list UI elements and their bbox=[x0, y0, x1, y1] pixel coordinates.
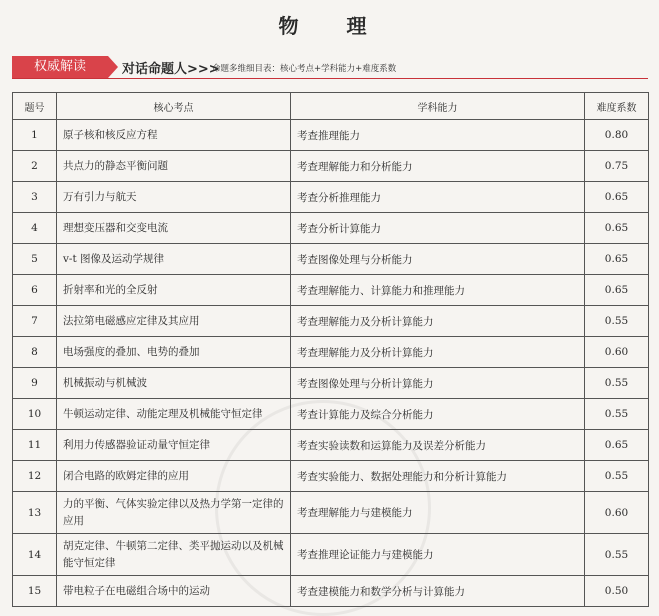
page-title: 物 理 bbox=[278, 14, 381, 38]
cell-topic: 原子核和核反应方程 bbox=[57, 120, 291, 151]
cell-num: 2 bbox=[13, 151, 57, 182]
cell-difficulty: 0.65 bbox=[585, 275, 649, 306]
cell-ability: 考查理解能力和分析能力 bbox=[291, 151, 585, 182]
cell-topic: 牛顿运动定律、动能定理及机械能守恒定律 bbox=[57, 399, 291, 430]
cell-ability: 考查实验读数和运算能力及误差分析能力 bbox=[291, 430, 585, 461]
table-row bbox=[13, 120, 649, 151]
table-row bbox=[13, 430, 649, 461]
table-row bbox=[13, 213, 649, 244]
cell-difficulty: 0.55 bbox=[585, 534, 649, 576]
cell-difficulty: 0.55 bbox=[585, 368, 649, 399]
cell-topic: 折射率和光的全反射 bbox=[57, 275, 291, 306]
cell-num: 3 bbox=[13, 182, 57, 213]
cell-ability: 考查图像处理与分析计算能力 bbox=[291, 368, 585, 399]
cell-topic: v-t 图像及运动学规律 bbox=[57, 244, 291, 275]
cell-difficulty: 0.55 bbox=[585, 461, 649, 492]
cell-num: 9 bbox=[13, 368, 57, 399]
cell-num: 6 bbox=[13, 275, 57, 306]
cell-topic: 万有引力与航天 bbox=[57, 182, 291, 213]
table-row bbox=[13, 368, 649, 399]
header-ability: 学科能力 bbox=[291, 93, 585, 120]
cell-topic: 电场强度的叠加、电势的叠加 bbox=[57, 337, 291, 368]
cell-num: 5 bbox=[13, 244, 57, 275]
section-banner bbox=[12, 56, 648, 79]
cell-difficulty: 0.60 bbox=[585, 337, 649, 368]
cell-topic: 带电粒子在电磁组合场中的运动 bbox=[57, 576, 291, 607]
cell-ability: 考查实验能力、数据处理能力和分析计算能力 bbox=[291, 461, 585, 492]
cell-difficulty: 0.50 bbox=[585, 576, 649, 607]
header-num: 题号 bbox=[13, 93, 57, 120]
cell-difficulty: 0.65 bbox=[585, 182, 649, 213]
cell-num: 14 bbox=[13, 534, 57, 576]
authority-badge: 权威解读 bbox=[12, 56, 108, 78]
cell-difficulty: 0.55 bbox=[585, 306, 649, 337]
cell-ability: 考查理解能力及分析计算能力 bbox=[291, 306, 585, 337]
cell-ability: 考查推理论证能力与建模能力 bbox=[291, 534, 585, 576]
table-row bbox=[13, 244, 649, 275]
cell-difficulty: 0.60 bbox=[585, 492, 649, 534]
table-row bbox=[13, 337, 649, 368]
cell-difficulty: 0.65 bbox=[585, 244, 649, 275]
spec-table bbox=[12, 92, 649, 607]
cell-difficulty: 0.75 bbox=[585, 151, 649, 182]
header-topic: 核心考点 bbox=[57, 93, 291, 120]
cell-topic: 利用力传感器验证动量守恒定律 bbox=[57, 430, 291, 461]
banner-subtitle: 命题多维细目表：核心考点+学科能力+难度系数 bbox=[212, 64, 397, 74]
cell-ability: 考查理解能力及分析计算能力 bbox=[291, 337, 585, 368]
cell-topic: 共点力的静态平衡问题 bbox=[57, 151, 291, 182]
cell-num: 4 bbox=[13, 213, 57, 244]
cell-topic: 闭合电路的欧姆定律的应用 bbox=[57, 461, 291, 492]
table-row bbox=[13, 275, 649, 306]
cell-ability: 考查理解能力、计算能力和推理能力 bbox=[291, 275, 585, 306]
header-difficulty: 难度系数 bbox=[585, 93, 649, 120]
table-row bbox=[13, 182, 649, 213]
cell-topic: 理想变压器和交变电流 bbox=[57, 213, 291, 244]
table-header-row bbox=[13, 93, 649, 120]
cell-topic: 力的平衡、气体实验定律以及热力学第一定律的应用 bbox=[57, 492, 291, 534]
cell-difficulty: 0.80 bbox=[585, 120, 649, 151]
cell-topic: 法拉第电磁感应定律及其应用 bbox=[57, 306, 291, 337]
cell-num: 12 bbox=[13, 461, 57, 492]
cell-ability: 考查推理能力 bbox=[291, 120, 585, 151]
cell-difficulty: 0.65 bbox=[585, 430, 649, 461]
table-row bbox=[13, 399, 649, 430]
table-row bbox=[13, 576, 649, 607]
banner-heading: 对话命题人>>> bbox=[122, 62, 220, 77]
table-row bbox=[13, 492, 649, 534]
cell-ability: 考查分析计算能力 bbox=[291, 213, 585, 244]
cell-ability: 考查图像处理与分析能力 bbox=[291, 244, 585, 275]
cell-num: 8 bbox=[13, 337, 57, 368]
table-row bbox=[13, 534, 649, 576]
cell-num: 11 bbox=[13, 430, 57, 461]
cell-ability: 考查建模能力和数学分析与计算能力 bbox=[291, 576, 585, 607]
cell-num: 1 bbox=[13, 120, 57, 151]
cell-ability: 考查计算能力及综合分析能力 bbox=[291, 399, 585, 430]
table-row bbox=[13, 306, 649, 337]
cell-ability: 考查理解能力与建模能力 bbox=[291, 492, 585, 534]
cell-num: 7 bbox=[13, 306, 57, 337]
cell-difficulty: 0.65 bbox=[585, 213, 649, 244]
table-row bbox=[13, 461, 649, 492]
cell-ability: 考查分析推理能力 bbox=[291, 182, 585, 213]
cell-difficulty: 0.55 bbox=[585, 399, 649, 430]
cell-num: 10 bbox=[13, 399, 57, 430]
table-row bbox=[13, 151, 649, 182]
cell-num: 13 bbox=[13, 492, 57, 534]
cell-num: 15 bbox=[13, 576, 57, 607]
cell-topic: 胡克定律、牛顿第二定律、类平抛运动以及机械能守恒定律 bbox=[57, 534, 291, 576]
cell-topic: 机械振动与机械波 bbox=[57, 368, 291, 399]
